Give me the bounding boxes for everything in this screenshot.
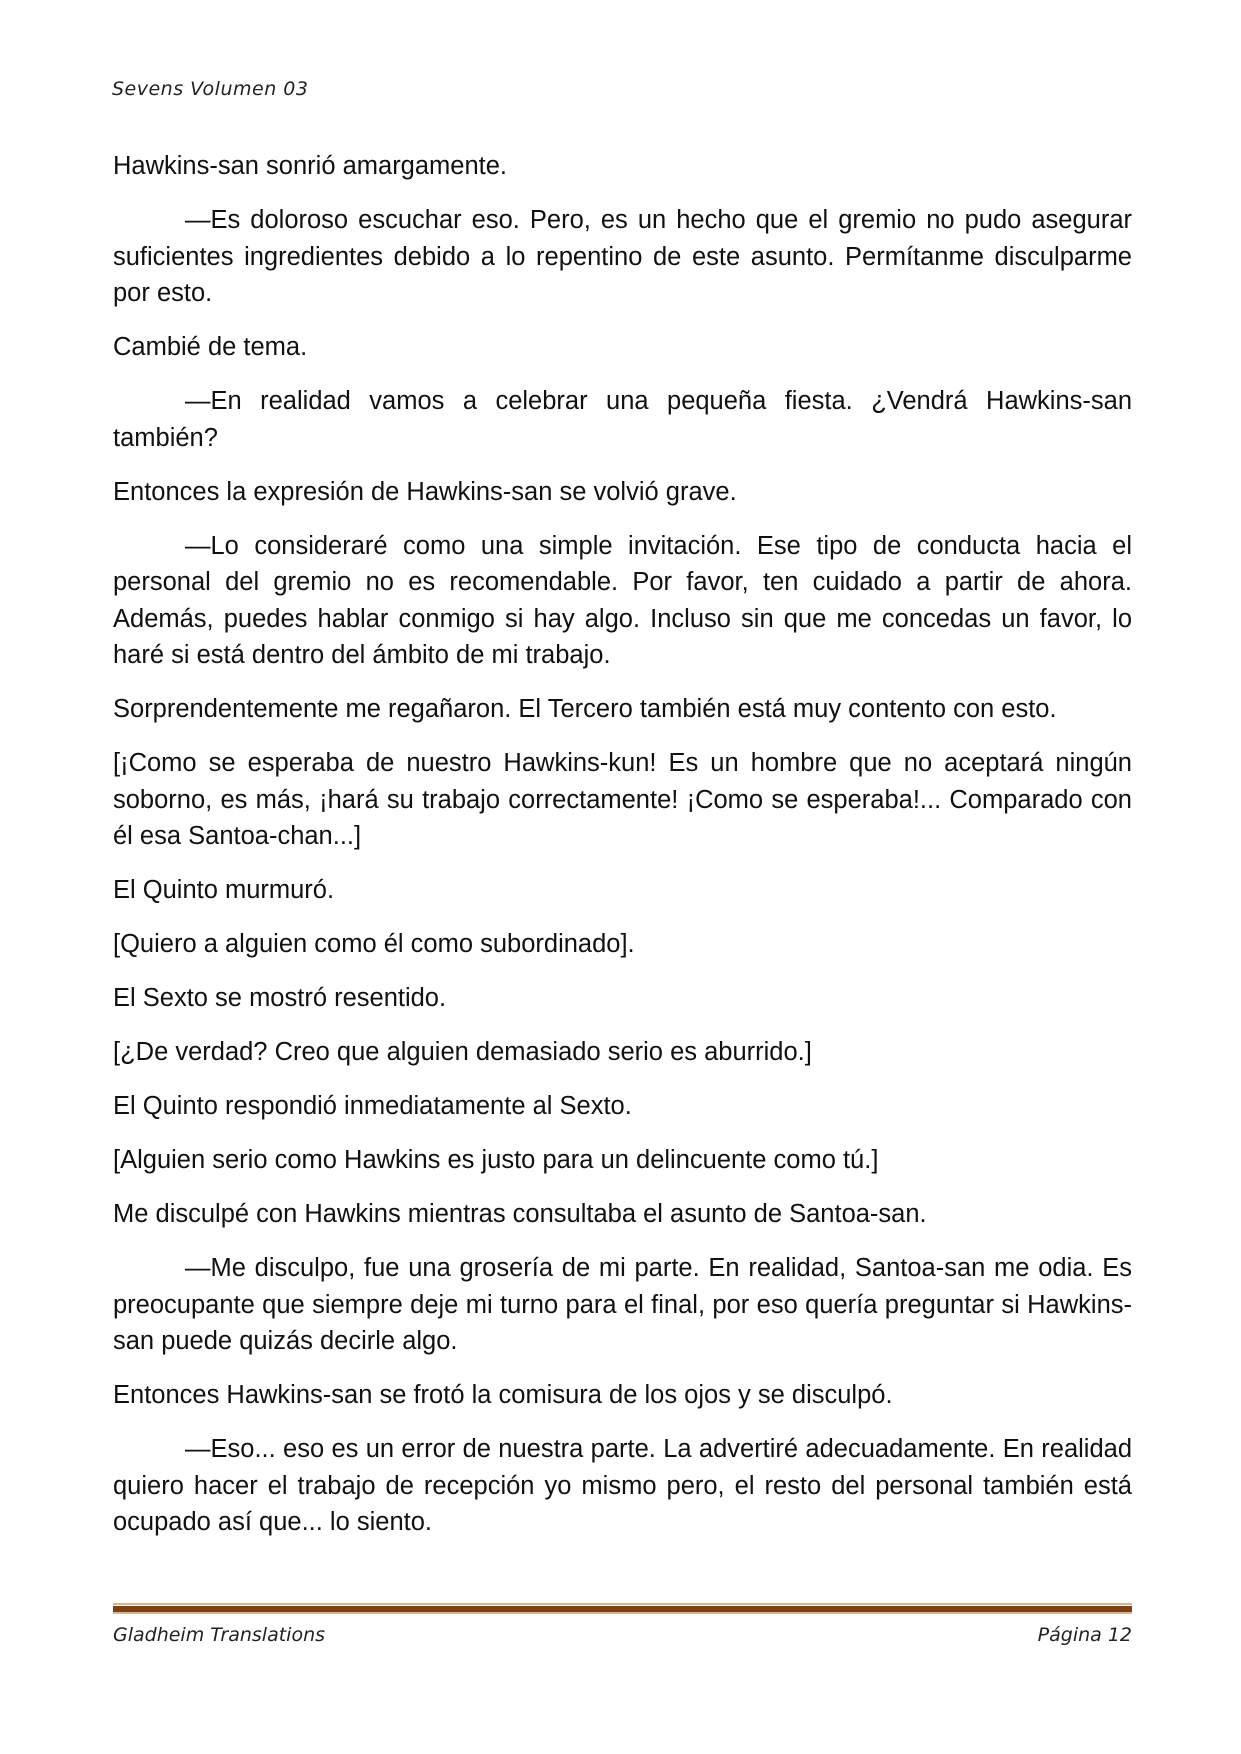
paragraph: Cambié de tema. bbox=[113, 333, 308, 361]
dialog-paragraph: —Eso... eso es un error de nuestra parte. La advertiré adecuadamente. En realidad quiero hacer el trabajo de recepción yo mismo pero, el resto del personal también está ocupado así que... lo siento. bbox=[113, 1435, 1132, 1536]
paragraph: Entonces Hawkins-san se frotó la comisura de los ojos y se disculpó. bbox=[113, 1381, 893, 1409]
paragraph: [Alguien serio como Hawkins es justo para un delincuente como tú.] bbox=[113, 1146, 879, 1174]
paragraph: Me disculpé con Hawkins mientras consultaba el asunto de Santoa-san. bbox=[113, 1200, 927, 1228]
footer-rule bbox=[113, 1603, 1132, 1614]
page-body bbox=[113, 148, 1132, 1558]
running-header: Sevens Volumen 03 bbox=[112, 78, 309, 100]
dialog-paragraph: —Es doloroso escuchar eso. Pero, es un hecho que el gremio no pudo asegurar suficientes ingredientes debido a lo repentino de este asunto. Permítanme disculparme por esto. bbox=[113, 206, 1132, 307]
dialog-paragraph: —Lo consideraré como una simple invitación. Ese tipo de conducta hacia el personal del gremio no es recomendable. Por favor, ten cuidado a partir de ahora. Además, puedes hablar conmigo si hay algo. Incluso sin que me concedas un favor, lo haré si está dentro del ámbito de mi trabajo. bbox=[113, 531, 1132, 669]
footer-rule-bottom-line bbox=[113, 1612, 1132, 1614]
paragraph: [¡Como se esperaba de nuestro Hawkins-kun! Es un hombre que no aceptará ningún soborno, es más, ¡hará su trabajo correctamente! ¡Como se esperaba!... Comparado con él esa Santoa-chan...] bbox=[113, 749, 1132, 850]
paragraph: [¿De verdad? Creo que alguien demasiado serio es aburrido.] bbox=[113, 1038, 812, 1066]
paragraph: Entonces la expresión de Hawkins-san se volvió grave. bbox=[113, 477, 737, 506]
footer-page-number: Página 12 bbox=[1037, 1624, 1132, 1646]
footer-rule-top-line bbox=[113, 1603, 1132, 1605]
dialog-paragraph: —Me disculpo, fue una grosería de mi parte. En realidad, Santoa-san me odia. Es preocupante que siempre deje mi turno para el final, por eso quería preguntar si Hawkins-san puede quizás decirle algo. bbox=[113, 1254, 1132, 1355]
paragraph: El Sexto se mostró resentido. bbox=[113, 984, 447, 1012]
paragraph: Hawkins-san sonrió amargamente. bbox=[113, 152, 508, 180]
paragraph: El Quinto respondió inmediatamente al Sexto. bbox=[113, 1092, 632, 1120]
paragraph: Sorprendentemente me regañaron. El Tercero también está muy contento con esto. bbox=[113, 695, 1057, 723]
paragraph: [Quiero a alguien como él como subordinado]. bbox=[113, 930, 635, 958]
paragraph: El Quinto murmuró. bbox=[113, 876, 335, 904]
footer-translator: Gladheim Translations bbox=[113, 1624, 326, 1646]
dialog-paragraph: —En realidad vamos a celebrar una pequeña fiesta. ¿Vendrá Hawkins-san también? bbox=[113, 387, 1132, 452]
